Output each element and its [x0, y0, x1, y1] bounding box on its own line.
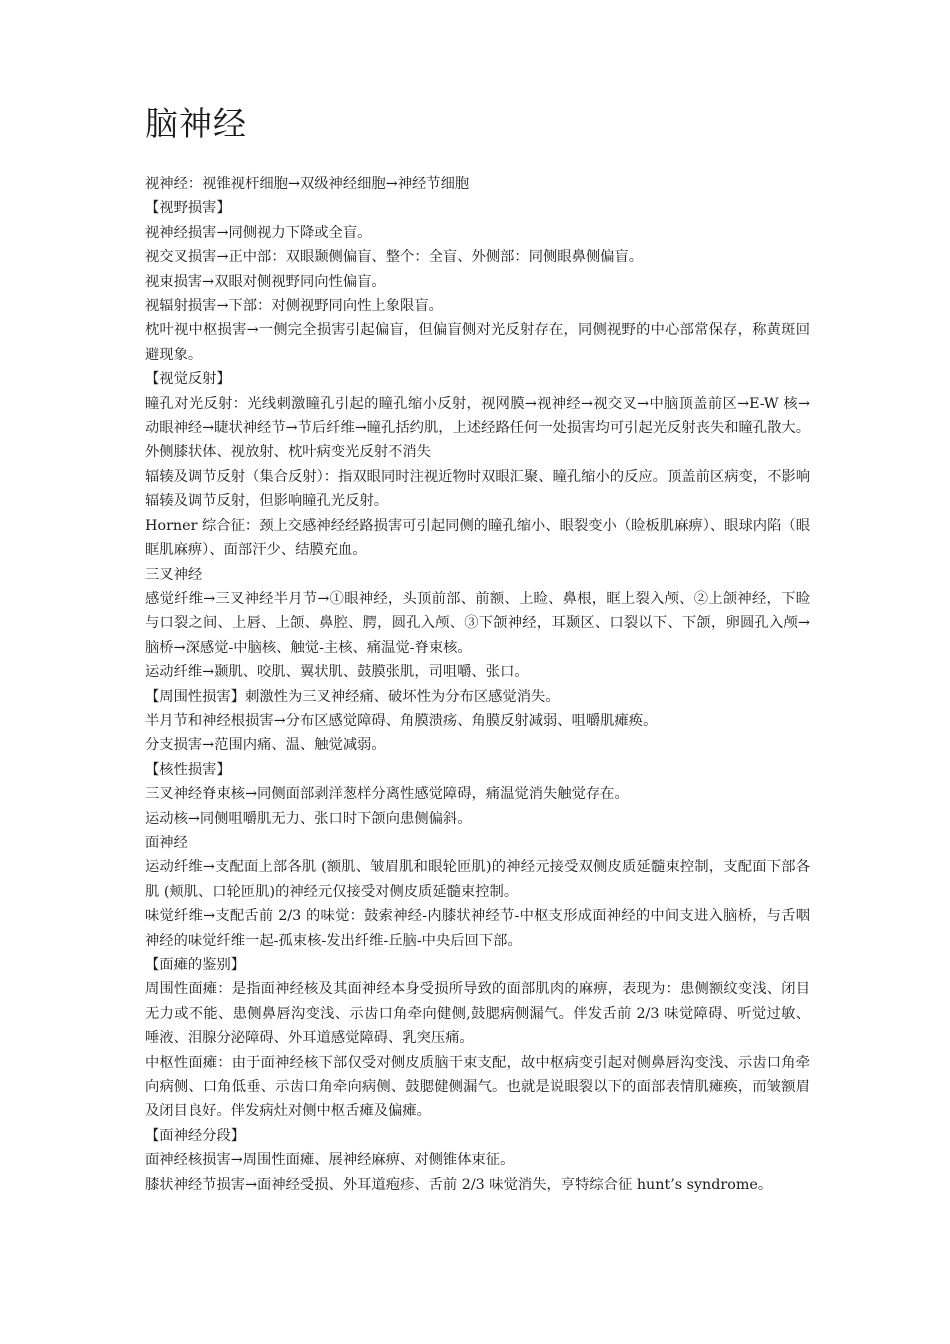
- paragraph: 运动纤维→颞肌、咬肌、翼状肌、鼓膜张肌，司咀嚼、张口。: [145, 664, 529, 681]
- section-heading: 面神经: [145, 834, 188, 851]
- paragraph: 视交叉损害→正中部：双眼颞侧偏盲、整个：全盲、外侧部：同侧眼鼻侧偏盲。: [145, 249, 644, 266]
- paragraph: 运动纤维→支配面上部各肌 (额肌、皱眉肌和眼轮匝肌)的神经元接受双侧皮质延髓束控制，支配面下部各肌 (颊肌、口轮匝肌)的神经元仅接受对侧皮质延髓束控制。: [145, 859, 810, 900]
- paragraph: 视束损害→双眼对侧视野同向性偏盲。: [145, 273, 386, 290]
- paragraph: 面神经核损害→周围性面瘫、展神经麻痹、对侧锥体束征。: [145, 1152, 515, 1169]
- paragraph: 视神经：视锥视杆细胞→双级神经细胞→神经节细胞: [145, 176, 470, 192]
- section-heading: 【核性损害】: [145, 761, 231, 778]
- paragraph: Horner 综合征：颈上交感神经经路损害可引起同侧的瞳孔缩小、眼裂变小（睑板肌麻痹）、眼球内陷（眼眶肌麻痹）、面部汗少、结膜充血。: [145, 517, 810, 559]
- paragraph: 视辐射损害→下部：对侧视野同向性上象限盲。: [145, 298, 443, 315]
- paragraph: 膝状神经节损害→面神经受损、外耳道疱疹、舌前 2/3 味觉消失，亨特综合征 hunt’s syndrome。: [145, 1176, 773, 1193]
- paragraph: 三叉神经脊束核→同侧面部剥洋葱样分离性感觉障碍，痛温觉消失触觉存在。: [145, 786, 629, 803]
- paragraph: 分支损害→范围内痛、温、触觉减弱。: [145, 737, 386, 754]
- section-heading: 【面瘫的鉴别】: [145, 957, 246, 973]
- paragraph: 瞳孔对光反射：光线刺激瞳孔引起的瞳孔缩小反射，视网膜→视神经→视交叉→中脑顶盖前区→E-W 核→动眼神经→睫状神经节→节后纤维→瞳孔括约肌，上述经路任何一处损害均可引起光反射丧失和瞳孔散大。外侧膝状体、视放射、枕叶病变光反射不消失: [145, 395, 810, 461]
- paragraph: 味觉纤维→支配舌前 2/3 的味觉：鼓索神经-内膝状神经节-中枢支形成面神经的中间支进入脑桥，与舌咽神经的味觉纤维一起-孤束核-发出纤维-丘脑-中央后回下部。: [145, 908, 810, 949]
- paragraph: 视神经损害→同侧视力下降或全盲。: [145, 224, 372, 241]
- paragraph: 感觉纤维→三叉神经半月节→①眼神经，头顶前部、前额、上睑、鼻根，眶上裂入颅、②上颌神经，下睑与口裂之间、上唇、上颌、鼻腔、腭，圆孔入颅、③下颌神经，耳颞区、口裂以下、下颌，卵圆孔入颅→脑桥→深感觉-中脑核、触觉-主核、痛温觉-脊束核。: [145, 590, 810, 656]
- document-body: [145, 172, 810, 1197]
- paragraph: 中枢性面瘫：由于面神经核下部仅受对侧皮质脑干束支配，故中枢病变引起对侧鼻唇沟变浅、示齿口角牵向病侧、口角低垂、示齿口角牵向病侧、鼓腮健侧漏气。也就是说眼裂以下的面部表情肌瘫痪，而皱额眉及闭目良好。伴发病灶对侧中枢舌瘫及偏瘫。: [145, 1054, 810, 1120]
- document-title: 脑神经: [145, 104, 247, 143]
- paragraph: 【周围性损害】刺激性为三叉神经痛、破坏性为分布区感觉消失。: [145, 688, 560, 705]
- paragraph: 周围性面瘫：是指面神经核及其面神经本身受损所导致的面部肌肉的麻痹，表现为：患侧额纹变浅、闭目无力或不能、患侧鼻唇沟变浅、示齿口角牵向健侧,鼓腮病侧漏气。伴发舌前 2/3 味觉障碍、听觉过敏、唾液、泪腺分泌障碍、外耳道感觉障碍、乳突压痛。: [145, 981, 810, 1047]
- section-heading: 【视野损害】: [145, 200, 231, 217]
- paragraph: 运动核→同侧咀嚼肌无力、张口时下颌向患侧偏斜。: [145, 810, 472, 827]
- paragraph: 半月节和神经根损害→分布区感觉障碍、角膜溃疡、角膜反射减弱、咀嚼肌瘫痪。: [145, 712, 658, 729]
- document-page: [145, 100, 810, 1197]
- paragraph: 枕叶视中枢损害→一侧完全损害引起偏盲，但偏盲侧对光反射存在，同侧视野的中心部常保存，称黄斑回避现象。: [145, 322, 810, 363]
- section-heading: 【视觉反射】: [145, 371, 231, 388]
- section-heading: 三叉神经: [145, 566, 203, 583]
- paragraph: 辐辏及调节反射（集合反射）：指双眼同时注视近物时双眼汇聚、瞳孔缩小的反应。顶盖前区病变，不影响辐辏及调节反射，但影响瞳孔光反射。: [145, 468, 810, 510]
- section-heading: 【面神经分段】: [145, 1127, 246, 1144]
